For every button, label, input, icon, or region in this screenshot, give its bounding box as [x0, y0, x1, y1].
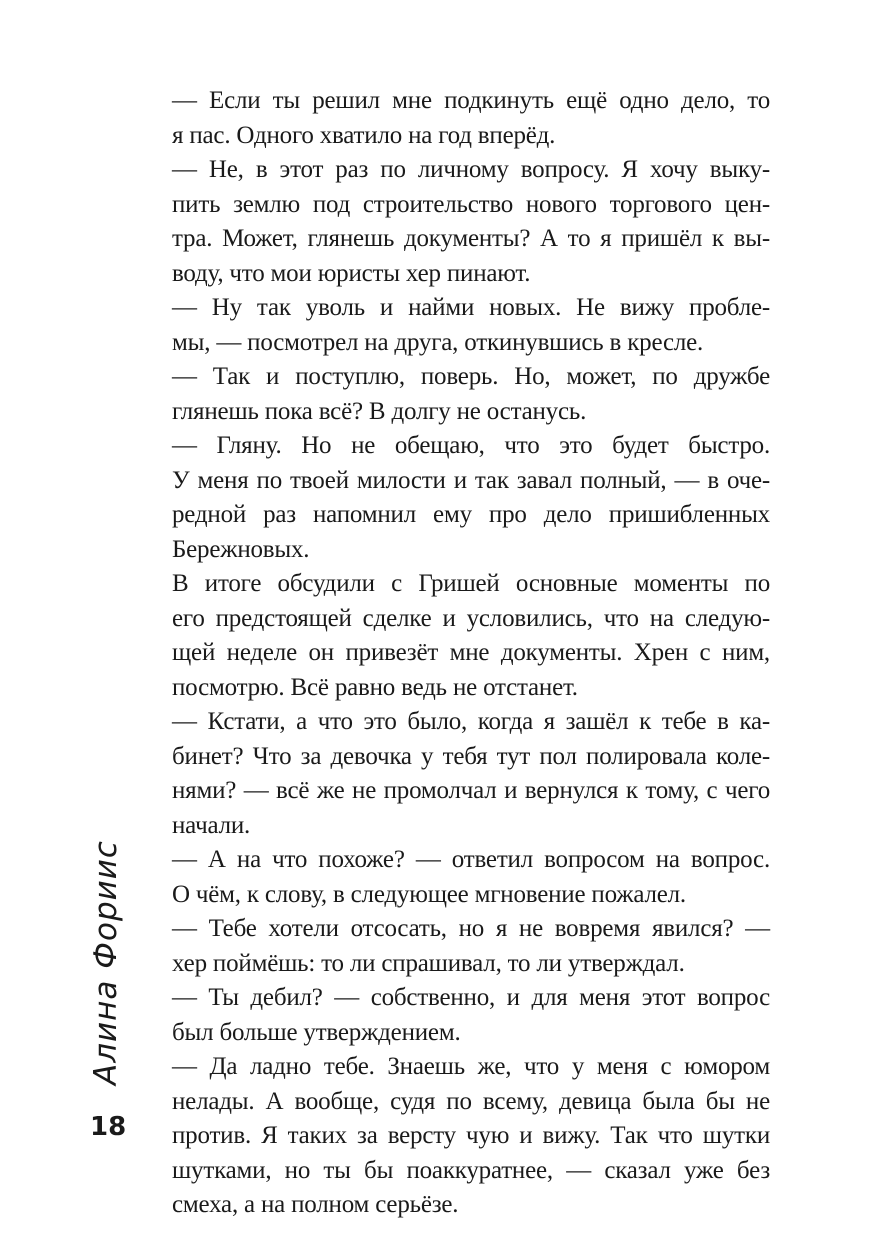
- paragraph: [172, 705, 770, 843]
- text-line: глянешь пока всё? В долгу не останусь.: [172, 397, 587, 425]
- text-line: Бережновых.: [172, 535, 310, 563]
- paragraph: [172, 291, 770, 360]
- text-line: О чём, к слову, в следующее мгновение пожалел.: [172, 880, 686, 908]
- text-line: — Ну так уволь и найми новых. Не вижу пробле-: [172, 294, 770, 321]
- text-line: — Да ладно тебе. Знаешь же, что у меня с юмором: [172, 1053, 770, 1080]
- text-line: — Не, в этот раз по личному вопросу. Я хочу выку-: [172, 156, 770, 183]
- running-head-author: Алина Фориис: [88, 840, 124, 1085]
- text-line: начали.: [172, 811, 251, 839]
- text-line: У меня по твоей милости и так завал полный, — в оче-: [172, 466, 770, 494]
- paragraph: [172, 843, 770, 912]
- text-line: его предстоящей сделке и условились, что на следую-: [172, 604, 770, 632]
- text-line: — Если ты решил мне подкинуть ещё одно дело, то: [172, 87, 770, 114]
- text-line: щей неделе он привезёт мне документы. Хрен с ним,: [172, 639, 770, 666]
- text-line: мы, — посмотрел на друга, откинувшись в кресле.: [172, 328, 704, 356]
- text-line: В итоге обсудили с Гришей основные моменты по: [172, 570, 770, 597]
- text-line: посмотрю. Всё равно ведь не отстанет.: [172, 673, 578, 701]
- text-line: — Тебе хотели отсосать, но я не вовремя явился? —: [172, 915, 770, 942]
- text-line: пить землю под строительство нового торгового цен-: [172, 190, 770, 218]
- body-text: [172, 84, 770, 1223]
- paragraph: [172, 360, 770, 429]
- text-line: шутками, но ты бы поаккуратнее, — сказал уже без: [172, 1156, 770, 1184]
- paragraph: [172, 429, 770, 567]
- paragraph: [172, 912, 770, 981]
- text-line: воду, что мои юристы хер пинают.: [172, 259, 531, 287]
- text-line: против. Я таких за версту чую и вижу. Так что шутки: [172, 1122, 770, 1149]
- text-line: — Так и поступлю, поверь. Но, может, по дружбе: [172, 363, 770, 390]
- paragraph: [172, 153, 770, 291]
- text-line: нями? — всё же не промолчал и вернулся к тому, с чего: [172, 777, 770, 804]
- paragraph: [172, 84, 770, 153]
- text-line: я пас. Одного хватило на год вперёд.: [172, 121, 556, 149]
- text-line: — Ты дебил? — собственно, и для меня этот вопрос: [172, 984, 770, 1011]
- paragraph: [172, 981, 770, 1050]
- text-line: смеха, а на полном серьёзе.: [172, 1191, 459, 1218]
- paragraph: [172, 1050, 770, 1223]
- page-number: 18: [90, 1112, 127, 1142]
- text-line: — Гляну. Но не обещаю, что это будет быстро.: [172, 432, 770, 459]
- text-line: нелады. А вообще, судя по всему, девица была бы не: [172, 1087, 770, 1115]
- text-line: был больше утверждением.: [172, 1018, 461, 1046]
- text-line: — Кстати, а что это было, когда я зашёл к тебе в ка-: [172, 708, 770, 735]
- text-line: — А на что похоже? — ответил вопросом на вопрос.: [172, 846, 770, 873]
- text-line: редной раз напомнил ему про дело пришибленных: [172, 501, 770, 528]
- text-line: бинет? Что за девочка у тебя тут пол полировала коле-: [172, 742, 770, 770]
- paragraph: [172, 567, 770, 705]
- text-line: хер поймёшь: то ли спрашивал, то ли утверждал.: [172, 949, 685, 977]
- text-line: тра. Может, глянешь документы? А то я пришёл к вы-: [172, 225, 770, 252]
